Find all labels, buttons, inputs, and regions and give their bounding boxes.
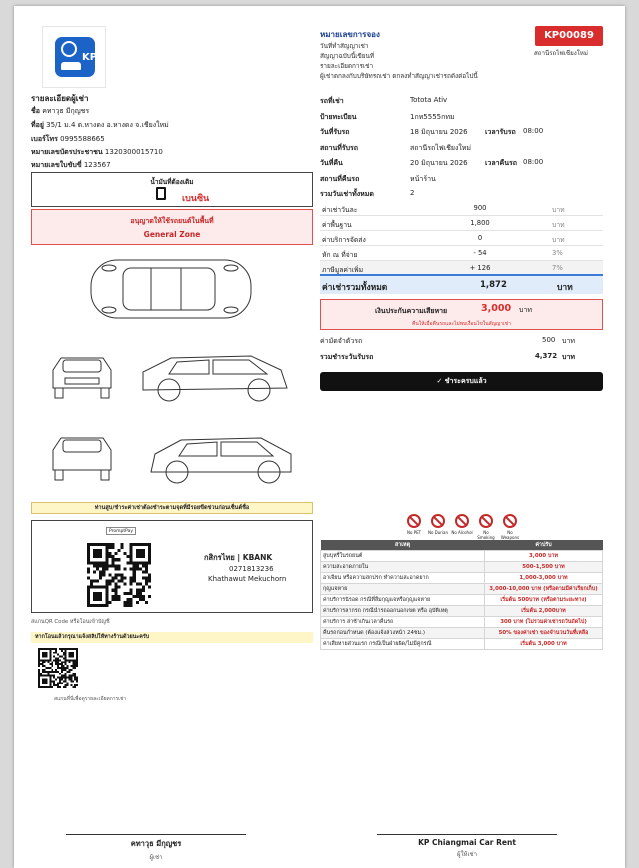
fuel-box <box>31 172 313 207</box>
payment-qr-code[interactable] <box>87 543 151 607</box>
promptpay-logo: PromptPay <box>106 527 136 535</box>
prohibited-icon <box>503 514 517 528</box>
customer-id: หมายเลขบัตรประชาชน 1320300015710 <box>31 148 163 156</box>
car-side-view-right <box>143 356 287 401</box>
prohibited-label: No Weapons <box>500 530 520 540</box>
price-row: ค่าบริการจัดส่ง 0 บาท <box>320 231 603 246</box>
deposit-box: เงินประกันความเสียหาย 3,000 บาท คืนให้เมื่อคืนรถและไม่พบเงื่อนไขในสัญญาเช่า <box>320 299 603 330</box>
prohibited-label: No Smoking <box>477 530 495 540</box>
contract-place-label: สัญญาฉบับนี้เขียนที่ <box>320 52 375 60</box>
customer-address: ที่อยู่ 35/1 ม.4 ต.หางดง อ.หางดง จ.เชียงใหม่ <box>31 121 169 129</box>
company-logo: KP <box>42 26 106 88</box>
contract-date-label: วันที่ทำสัญญาเช่า <box>320 42 369 50</box>
booking-label: หมายเลขการจอง <box>320 30 380 39</box>
vehicle-deposit-row: ค่ามัดจำตัวรถ 500 บาท <box>320 336 575 345</box>
qr-note: สแกนQR Code หรือโอนเข้าบัญชี <box>31 619 110 625</box>
price-row: ค่าเช่าวันละ 900 บาท <box>320 201 603 216</box>
bank-transfer-box <box>31 520 313 613</box>
account-owner: Khathawut Mekuchorn <box>208 575 287 583</box>
fines-header-cause: สาเหตุ <box>321 540 485 550</box>
rental-detail-qr-code[interactable] <box>38 648 78 688</box>
fuel-pump-icon <box>156 187 166 200</box>
prohibited-icon <box>455 514 469 528</box>
fines-row: กุญแจหาย 3,000-10,000 บาท (หรือตามมีค่าเรียกเก็บ) <box>321 583 603 594</box>
prohibited-label: No PET <box>406 530 422 535</box>
fines-row: คืนรถก่อนกำหนด (ต้องแจ้งล่วงหน้า 24ชม.) 50% ของค่าเช่า ของจำนวนวันที่เหลือ <box>321 627 603 638</box>
prohibited-icon <box>479 514 493 528</box>
zone-box <box>31 209 313 245</box>
customer-license: หมายเลขใบขับขี่ 123567 <box>31 161 111 169</box>
payment-banner: ท่านสูบ/ชำระค่าเช่าต้องชำระตามจุดที่มีรอยขีดข่วนก่อนเซ็นต์ชื่อ <box>31 502 313 514</box>
prohibited-label: No Durian <box>427 530 449 535</box>
fuel-value: เบนซิน <box>182 194 210 204</box>
deposit-note: คืนให้เมื่อคืนรถและไม่พบเงื่อนไขในสัญญาเช่า <box>412 321 511 327</box>
booking-code-badge: KP00089 <box>535 26 603 46</box>
fines-row: ค่าบริการนิรอด กรณีที่ลืมกุญแจหรือกุญแจหาย เริ่มต้น 500บาท (หรือตามระยะทาง) <box>321 594 603 605</box>
paid-status-button[interactable]: ✓ ชำระครบแล้ว <box>320 372 603 391</box>
car-side-view-left <box>151 438 291 483</box>
customer-phone: เบอร์โทร 0995588665 <box>31 135 105 143</box>
car-front-view <box>53 358 111 398</box>
pickup-total-row: รวมชำระวันรับรถ 4,372 บาท <box>320 352 575 361</box>
customer-section-title: รายละเอียดผู้เช่า <box>31 94 89 103</box>
branch-name: สถานีรถไฟเชียงใหม่ <box>534 50 588 57</box>
prohibited-icon <box>407 514 421 528</box>
deposit-value: 3,000 <box>481 303 512 314</box>
price-row: ค่าพื้นฐาน 1,800 บาท <box>320 216 603 231</box>
grand-total-value: 1,872 <box>480 280 507 290</box>
prohibited-label: No Alcohol <box>451 530 473 535</box>
customer-name: ชื่อ คทาวุธ มีกุญชร <box>31 107 90 115</box>
fines-row: ค่าบริการ ล่าช้าเกินเวลาคืนรถ 300 บาท (ไม่รวมค่าเช่ารถวันถัดไป) <box>321 616 603 627</box>
zone-value: General Zone <box>143 230 201 239</box>
rental-detail-label: รายละเอียดการเช่า <box>320 62 374 70</box>
bank-account: 0271813236 <box>229 565 274 573</box>
bank-name: กสิกรไทย | KBANK <box>204 553 273 562</box>
fines-row: อาเจียน หรือความสกปรก ทำความสะอาดยาก 1,000-3,000 บาท <box>321 572 603 583</box>
fines-row: สูบบุหรี่ในรถยนต์ 3,000 บาท <box>321 550 603 561</box>
price-row: หัก ณ ที่จ่าย - 54 3% <box>320 246 603 261</box>
fines-header-fine: ค่าปรับ <box>485 540 603 550</box>
prohibited-icon <box>431 514 445 528</box>
lessor-signature: KP Chiangmai Car Rent ผู้ให้เช่า <box>377 834 557 859</box>
zone-label: อนุญาตให้ใช้รถยนต์ในพื้นที่ <box>130 217 214 225</box>
grand-total-row: ค่าเช่ารวมทั้งหมด 1,872 บาท <box>320 274 603 294</box>
car-damage-diagram <box>31 250 313 495</box>
fuel-label: น้ำมันที่ต้องเติม <box>150 178 194 186</box>
slip-notice: หากโอนแล้วกรุณาแจ้งสลิปให้ทางร้านด้วยนะครับ <box>31 632 313 643</box>
car-top-view <box>91 260 251 318</box>
price-row: ภาษีมูลค่าเพิ่ม + 126 7% <box>320 261 603 276</box>
car-rear-view <box>53 438 111 480</box>
renter-signature: คทาวุธ มีกุญชร ผู้เช่า <box>66 834 246 862</box>
fines-table <box>320 540 603 650</box>
agreement-line: ผู้เช่าตกลงกับบริษัทรถเช่า ตกลงทำสัญญาเช่ารถดังต่อไปนี้ <box>320 72 478 80</box>
rental-contract-page: KP หมายเลขการจอง วันที่ทำสัญญาเช่า สัญญาฉบับนี้เขียนที่ รายละเอียดการเช่า ผู้เช่าตกลงกับบริษัทรถเช่า ตกลงทำสัญญาเช่ารถดังต่อไปนี้ KP00089 สถานีรถไฟเชียงใหม่ รายละเอียดผู้เช่า ชื่อ คทาวุธ มีกุญชร ที่อยู่ 35/1 ม.4 ต.หางดง อ.หางดง จ.เชียงใหม่ เบอร์โทร 0995588665 หมายเลขบัตรประชาชน 1320300015710 หมายเลขใบขับขี่ 123567 น้ำมันที่ต้องเติม เบนซิน อนุญาตให้ใช้รถยนต์ในพื้นที่ General Zone รถที่เช่า Totota Ativ ป้ายทะเบียน 1กท5555กทม วันที่รับรถ 18 มิถุนายน 2026 เวลารับรถ 08:00 สถานที่รับรถ สถานีรถไฟเชียงใหม่ วันที่คืน 20 มิถุนายน 2026 เวลาคืนรถ 08:00 สถานที่คืนรถ หน้าร้าน รวมวันเช่าทั้งหมด 2 ค่าเช่าวันละ 900 บาท ค่าพื้นฐาน 1,800 บาท ค่าบริการจัดส่ง 0 บาท หัก ณ ที่จ่าย - 54 3% ภาษีมูลค่าเพิ่ม + 126 7% ค่าเช่ารวมทั้งหมด 1,872 บาท เงินประกันความเสียหาย 3,000 บาท คืนให้เมื่อคืนรถและไม่พบเงื่อนไขในสัญญาเช่า ค่ามัดจำตัวรถ 500 บาท รวมชำระวันรับรถ 4,372 บาท ✓ ชำระครบแล้ว ท่านสูบ/ชำระค่าเช่าต้องชำระตามจุดที่มีรอยขีดข่วนก่อนเซ็นต์ชื่อ PromptPay กสิกรไทย | KBANK 0271813236 Khathawut Mekuchorn สแกนQR Code หรือโอนเข้าบัญชี หากโอนแล้วกรุณาแจ้งสลิปให้ทางร้านด้วยนะครับ สแกนที่นี่เพื่อดูรายละเอียดการเช่า No PET No Durian No Alcohol No Smoking No Weapons สาเหตุ ค่าปรับ สูบบุหรี่ในรถยนต์ 3,000 บาท ความสะอาดภายใน 500-1,500 บาท อาเจียน หรือความสกปรก ทำความสะอาดยาก 1,000-3,000 บาท กุญแจหาย 3,000-10,000 บาท (หรือตามมีค่าเรียกเก็บ) ค่าบริการนิรอด กรณีที่ลืมกุญแจหรือกุญแจหาย เริ่มต้น 500บาท (หรือตามระยะทาง) ค่าบริการลากรถ กรณีนำรถออกนอกเขต หรือ อุบัติเหตุ เริ่มต้น 2,000บาท ค่าบริการ ล่าช้าเกินเวลาคืนรถ 300 บาท (ไม่รวมค่าเช่ารถวันถัดไป) คืนรถก่อนกำหนด (ต้องแจ้งล่วงหน้า 24ชม.) 50% ของค่าเช่า ของจำนวนวันที่เหลือ ค่าเสียหายส่วนแรก กรณีเป็นฝ่ายผิด/ไม่มีคู่กรณี เริ่มต้น 3,000 บาท คทาวุธ มีกุญชร ผู้เช่า KP Chiangmai Car Rent ผู้ให้เช่า <box>14 6 625 868</box>
qr2-note: สแกนที่นี่เพื่อดูรายละเอียดการเช่า <box>54 696 127 702</box>
fines-row: ค่าบริการลากรถ กรณีนำรถออกนอกเขต หรือ อุบัติเหตุ เริ่มต้น 2,000บาท <box>321 605 603 616</box>
fines-row: ค่าเสียหายส่วนแรก กรณีเป็นฝ่ายผิด/ไม่มีคู่กรณี เริ่มต้น 3,000 บาท <box>321 638 603 649</box>
fines-row: ความสะอาดภายใน 500-1,500 บาท <box>321 561 603 572</box>
